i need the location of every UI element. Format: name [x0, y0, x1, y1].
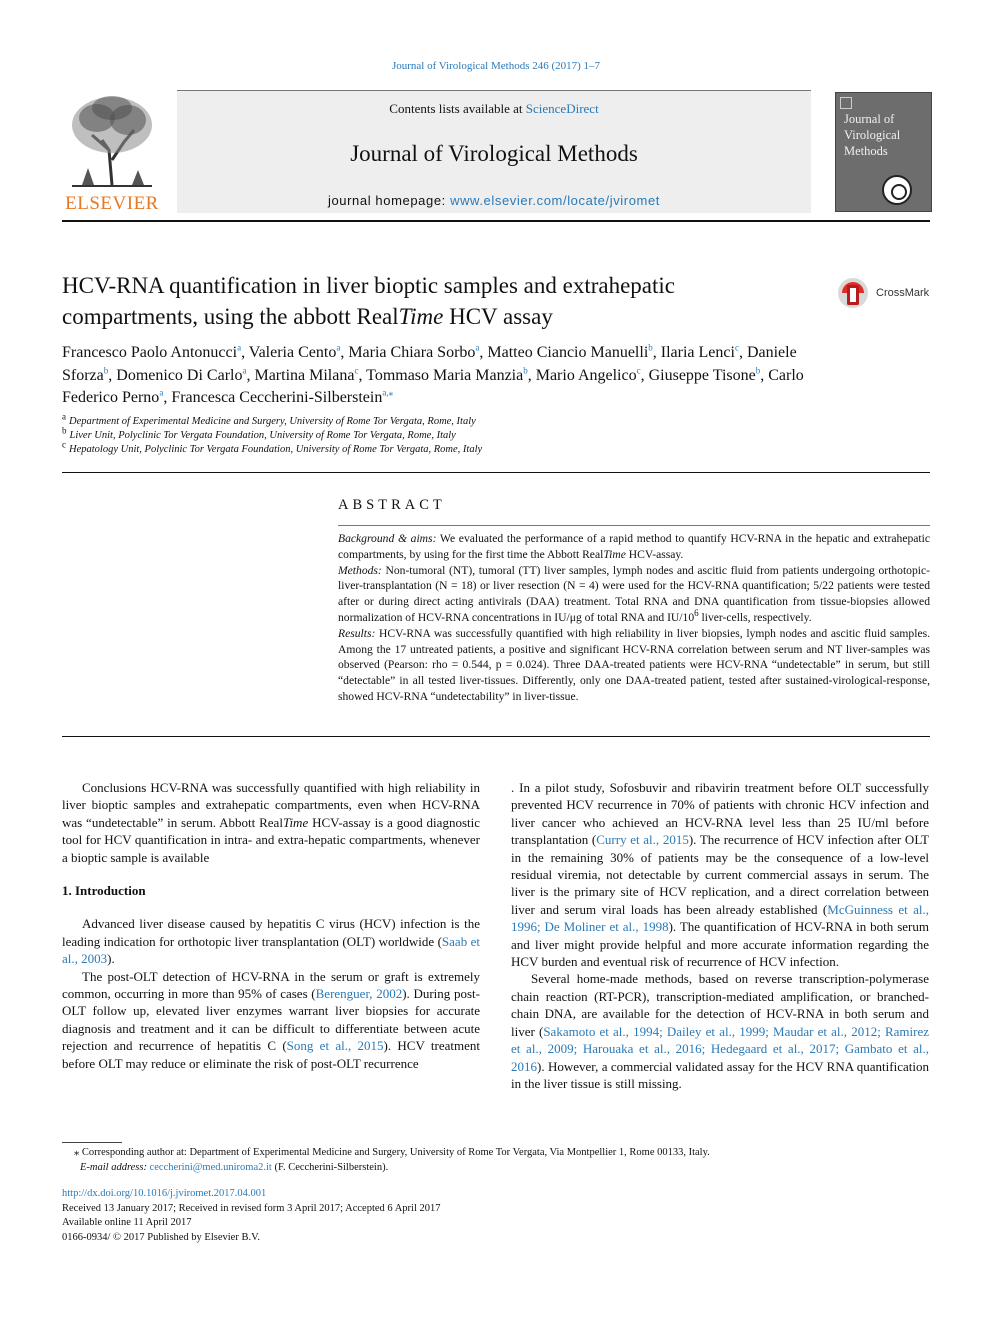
cover-corner-mark — [840, 97, 852, 109]
author-affiliation-mark[interactable]: b — [523, 365, 528, 376]
title-italic: Time — [398, 304, 444, 329]
elsevier-wordmark: ELSEVIER — [65, 193, 159, 214]
conclusions-italic: Time — [282, 814, 309, 830]
background-italic: Time — [603, 547, 626, 561]
author-separator: , — [760, 366, 769, 384]
citation-link[interactable]: Sakamoto et al., 1994; Dailey et al., 1999; Maudar et al., 2012; Ramirez et al., 2009; Harouaka et al., 2016; Hedegaard et al., 2017; Gambato et al., 2016 — [511, 1023, 930, 1074]
p3-text: Several home-made methods, based on reverse transcription-polymerase chain reaction (RT-PCR), transcription-mediated amplification, or branched-chain DNA, are available for the detection of HCV-RNA in both serum and liver ( — [511, 971, 929, 1039]
journal-cover-thumbnail[interactable] — [835, 92, 932, 212]
homepage-link[interactable]: www.elsevier.com/locate/jviromet — [450, 193, 661, 208]
author-name: Valeria Cento — [248, 344, 337, 361]
p3-text-end: ). However, a commercial validated assay for the HCV RNA quantification in the liver tissue is still missing. — [511, 1058, 929, 1091]
conclusions-paragraph — [62, 779, 480, 866]
author-name: Ilaria Lenci — [660, 344, 735, 361]
intro-paragraph-2 — [62, 968, 480, 1072]
crossmark-icon — [836, 277, 870, 309]
results-text: HCV-RNA was successfully quantified with high reliability in liver biopsies, lymph nodes and ascitic fluid samples. Among the 17 untreated patients, a positive and significant HCV-RNA correlation between serum and NT liver-samples was observed (Pearson: rho = 0.544, p = 0.024). Three DAA-treated patients were HCV-RNA “undetectable” in serum, but still “detectable” in all tested liver-tissues. Differently, only one DAA-treated patient, tested after sustained-virological-response, showed HCV-RNA “undetectability” in liver-tissue. — [338, 626, 930, 703]
author-affiliation-mark[interactable]: a — [159, 387, 164, 398]
contents-prefix: Contents lists available at — [389, 101, 526, 116]
methods-text-end: liver-cells, respectively. — [698, 610, 812, 624]
author-name: Francesca Ceccherini-Silberstein — [171, 389, 383, 406]
author-separator: , — [527, 366, 536, 384]
affiliation-mark: c — [62, 439, 66, 450]
cover-title-line-3: Methods — [844, 144, 888, 158]
background-text-end: HCV-assay. — [625, 547, 684, 561]
p1-end: ). — [107, 951, 115, 967]
p2-text-end: ). The quantification of HCV-RNA in both serum and liver might provide helpful and more accurate information regarding the HCV burden and eventual risk of recurrence of HCV infection. — [511, 919, 929, 970]
cover-title-line-1: Journal of — [844, 112, 895, 126]
citation-link[interactable]: Curry et al., 2015 — [596, 832, 689, 848]
conclusions-text-end: HCV-assay is a good diagnostic tool for HCV quantification in intra- and extra-hepatic compartments, whenever a bioptic sample is available — [62, 814, 480, 865]
contents-line — [177, 101, 811, 117]
author-name: Maria Chiara Sorbo — [348, 344, 476, 361]
conclusions-text: Conclusions HCV-RNA was successfully quantified with high reliability in liver bioptic samples and extrahepatic compartments, even when HCV-RNA was “undetectable” in serum. Abbott Real — [62, 780, 480, 830]
sciencedirect-link[interactable]: ScienceDirect — [525, 101, 599, 116]
affiliation-mark: b — [62, 425, 67, 436]
author-name: Daniele Sforza — [62, 344, 797, 384]
abstract-results — [338, 626, 930, 705]
author-name: Carlo Federico Perno — [62, 366, 804, 406]
author-name: Mario Angelico — [535, 366, 637, 384]
cover-title-line-2: Virological — [844, 128, 901, 142]
affiliation-text: Department of Experimental Medicine and Surgery, University of Rome Tor Vergata, Rome, Italy — [69, 416, 476, 427]
citation-link[interactable]: Berenguer, 2002 — [315, 986, 403, 1002]
author-affiliation-mark[interactable]: b — [103, 365, 109, 376]
affiliation-line — [62, 425, 456, 441]
crossmark-label: CrossMark — [876, 287, 930, 299]
author-affiliation-mark[interactable]: c — [636, 365, 641, 376]
p2-text: ). The recurrence of HCV infection after OLT in the remaining 30% of patients may be the consequence of a low-level residual viremia, not detectable by current commercial assays in serum. The liver is the primary site of HCV replication, and a direct correlation between liver and serum viral loads has been already established ( — [511, 832, 930, 917]
publication-info — [62, 1187, 662, 1245]
p2-text: . In a pilot study, Sofosbuvir and ribavirin treatment before OLT successfully prevented HCV recurrence in 70% of patients with chronic HCV infection and liver cancer who achieved an HCV-RNA level less than 25 IU/ml before transplantation ( — [511, 780, 929, 848]
author-list — [62, 342, 832, 410]
journal-title: Journal of Virological Methods — [350, 141, 638, 166]
author-name: Tommaso Maria Manzia — [366, 366, 524, 384]
background-text: We evaluated the performance of a rapid method to quantify HCV-RNA in the hepatic and extrahepatic compartments, by using for the first time the Abbott Real — [338, 532, 930, 561]
author-separator: , — [163, 389, 172, 406]
affiliation-mark: a — [62, 411, 66, 422]
author-affiliation-mark[interactable]: a — [336, 342, 341, 353]
cover-emblem-inner — [891, 184, 907, 200]
author-affiliation-mark[interactable]: b — [755, 365, 761, 376]
body-column-left — [62, 779, 480, 1072]
email-label: E-mail address: — [80, 1162, 147, 1173]
homepage-prefix: journal homepage: — [327, 193, 451, 208]
copyright-line: 0166-0934/ © 2017 Published by Elsevier B.V. — [62, 1231, 260, 1243]
header-rule — [62, 220, 930, 222]
section-rule — [62, 472, 930, 473]
results-label: Results: — [338, 626, 376, 640]
body-column-right — [511, 779, 929, 1092]
author-separator: , — [246, 366, 255, 384]
affiliation-text: Hepatology Unit, Polyclinic Tor Vergata Foundation, University of Rome Tor Vergata, Rome, Italy — [69, 444, 483, 455]
history-dates: Received 13 January 2017; Received in revised form 3 April 2017; Accepted 6 April 2017 — [62, 1202, 441, 1214]
author-affiliation-mark[interactable]: c — [354, 365, 359, 376]
author-separator: , — [640, 366, 649, 384]
background-label: Background & aims: — [338, 532, 437, 545]
section-heading-introduction: 1. Introduction — [62, 883, 146, 899]
title-text: HCV-RNA quantification in liver bioptic samples and extrahepatic compartments, using the abbott Real — [62, 273, 675, 329]
author-affiliation-mark[interactable]: a — [242, 365, 247, 376]
abstract-background — [338, 531, 930, 563]
author-separator: , — [652, 344, 661, 361]
intro-paragraph-1 — [62, 915, 480, 967]
intro-paragraph-2-continued — [511, 779, 929, 970]
author-affiliation-mark[interactable]: a,⁎ — [382, 387, 394, 398]
corresponding-text: Corresponding author at: Department of Experimental Medicine and Surgery, University of Rome Tor Vergata, Via Montpellier 1, Rome 00133, Italy. — [79, 1147, 710, 1158]
p1-text: Advanced liver disease caused by hepatitis C virus (HCV) infection is the leading indication for orthotopic liver transplantation (OLT) worldwide ( — [62, 916, 480, 949]
crossmark-badge[interactable] — [836, 277, 936, 309]
author-affiliation-mark[interactable]: a — [237, 342, 242, 353]
email-line — [62, 1160, 930, 1175]
homepage-line — [177, 193, 811, 208]
p2-text: The post-OLT detection of HCV-RNA in the serum or graft is extremely common, occurring in more than 95% of cases ( — [62, 968, 480, 1002]
author-separator: , — [738, 344, 747, 361]
email-suffix: (F. Ceccherini-Silberstein). — [271, 1162, 389, 1173]
citation-link[interactable]: McGuinness et al., 1996; De Moliner et al., 1998 — [511, 901, 930, 935]
abstract-heading: ABSTRACT — [338, 497, 446, 513]
methods-label: Methods: — [338, 563, 382, 577]
email-link[interactable]: ceccherini@med.uniroma2.it — [149, 1162, 272, 1173]
cover-title — [844, 111, 924, 159]
footnote-rule — [62, 1142, 122, 1143]
author-affiliation-mark[interactable]: b — [648, 342, 653, 353]
citation-link[interactable]: Saab et al., 2003 — [62, 933, 480, 967]
footnote-mark: ⁎ — [74, 1147, 80, 1158]
author-name: Francesco Paolo Antonucci — [62, 344, 238, 361]
author-affiliation-mark[interactable]: c — [734, 342, 739, 353]
abstract-bottom-rule — [62, 736, 930, 737]
author-affiliation-mark[interactable]: a — [475, 342, 480, 353]
affiliation-text: Liver Unit, Polyclinic Tor Vergata Foundation, University of Rome Tor Vergata, Rome, Italy — [69, 430, 456, 441]
affiliation-line — [62, 411, 476, 427]
title-text-end: HCV assay — [443, 304, 553, 329]
doi-link[interactable]: http://dx.doi.org/10.1016/j.jviromet.2017.04.001 — [62, 1188, 267, 1199]
corresponding-line — [62, 1145, 930, 1160]
author-separator: , — [340, 344, 349, 361]
online-date: Available online 11 April 2017 — [62, 1217, 192, 1228]
author-name: Matteo Ciancio Manuelli — [487, 344, 649, 361]
p2-text: ). During post-OLT follow up, elevated liver enzymes warrant liver biopsies for accurate diagnosis and treatment and it can be difficult to differentiate between acute rejection and recurrence of hepatitis C ( — [62, 986, 480, 1054]
author-separator: , — [108, 366, 117, 384]
abstract-methods — [338, 563, 930, 626]
corresponding-author-footnote — [62, 1145, 930, 1175]
p2-text: ). HCV treatment before OLT may reduce or eliminate the risk of post-OLT recurrence — [62, 1038, 480, 1071]
abstract-body — [338, 531, 930, 705]
author-separator: , — [479, 344, 488, 361]
intro-paragraph-3 — [511, 970, 929, 1092]
author-name: Giuseppe Tisone — [648, 366, 756, 384]
article-title — [62, 270, 762, 332]
journal-header — [62, 90, 930, 220]
author-name: Martina Milana — [254, 366, 355, 384]
methods-superscript: 6 — [694, 608, 699, 619]
abstract-rule — [338, 525, 930, 526]
author-separator: , — [358, 366, 367, 384]
cover-emblem-icon — [882, 175, 912, 205]
author-name: Domenico Di Carlo — [116, 366, 243, 384]
author-separator: , — [241, 344, 249, 361]
citation-link[interactable]: Song et al., 2015 — [286, 1038, 384, 1054]
methods-text: Non-tumoral (NT), tumoral (TT) liver samples, lymph nodes and ascitic fluid from patients undergoing orthotopic-liver-transplantation (N = 18) or liver resection (N = 4) were used for the HCV-RNA quantification; 5/22 patients were tested after or during direct acting antivirals (DAA) treatment. Total RNA and DNA quantification from tissue-biopsies allowed normalization of HCV-RNA concentrations in IU/μg of total RNA and IU/10 — [338, 563, 930, 624]
affiliation-line — [62, 439, 483, 455]
running-head[interactable]: Journal of Virological Methods 246 (2017) 1–7 — [391, 60, 601, 72]
header-band — [177, 90, 811, 213]
